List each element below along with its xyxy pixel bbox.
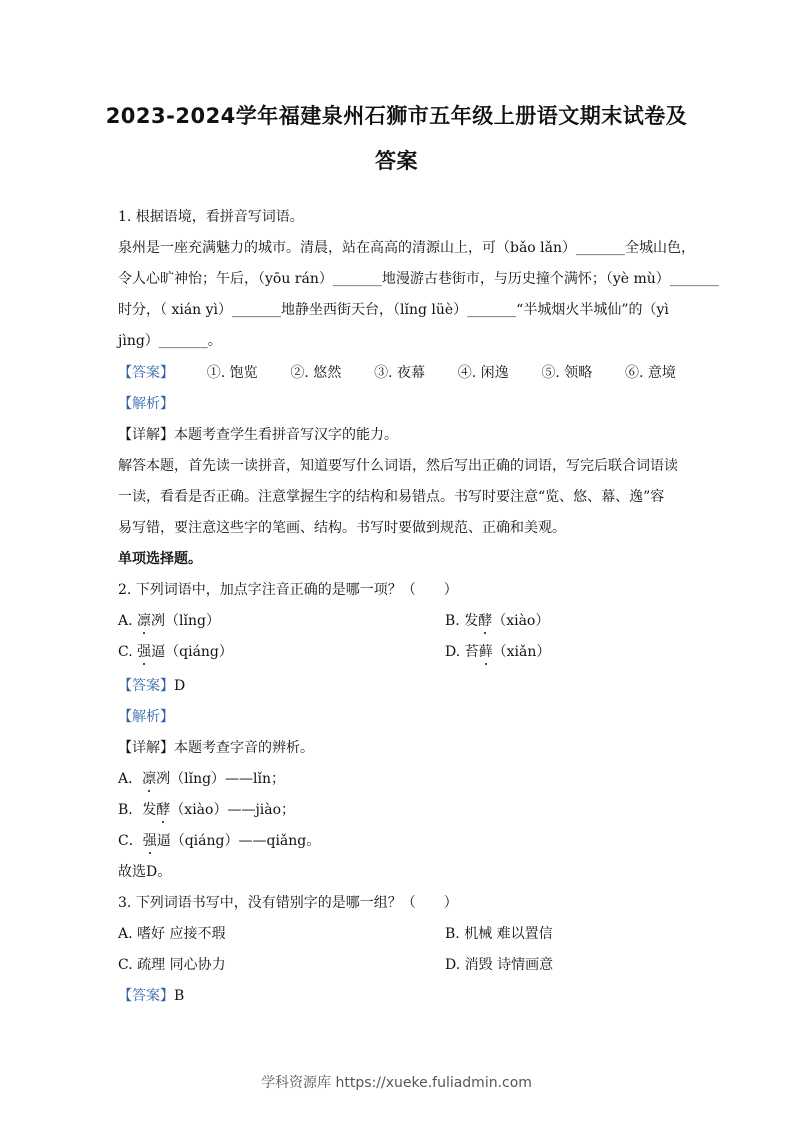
q1-answer-6: ⑥. 意境	[625, 365, 676, 381]
q3-option-a: A. 嗜好 应接不瑕	[118, 926, 226, 942]
q1-analysis-label: 【解析】	[118, 396, 174, 412]
emphasis-dot-char: 凛	[137, 613, 152, 629]
page-footer-watermark: 学科资源库 https://xueke.fuliadmin.com	[261, 1075, 532, 1091]
detail-label: 【详解】	[118, 427, 174, 443]
emphasis-dot-char: 酵	[478, 613, 493, 629]
document-title-line-1: 2023-2024学年福建泉州石狮市五年级上册语文期末试卷及	[105, 104, 688, 128]
q1-passage-line-1: 泉州是一座充满魅力的城市。清晨，站在高高的清源山上，可（bǎo lǎn）_______全城山色，	[118, 240, 696, 256]
detail-label: 【详解】	[118, 740, 174, 756]
q1-passage-line-2: 令人心旷神怡；午后，（yōu rán）_______地漫游古巷街市，与历史撞个满怀；（yè mù）_______	[118, 271, 719, 287]
q2-option-c: C. 强逼（qiáng）	[118, 644, 233, 660]
q3-answer-value: B	[174, 988, 185, 1004]
emphasis-dot-char: 酵	[156, 802, 171, 818]
answer-label: 【答案】	[118, 678, 174, 694]
q2-stem: 2. 下列词语中，加点字注音正确的是哪一项？（ ）	[118, 582, 458, 598]
q1-answer-3: ③. 夜幕	[374, 365, 425, 381]
q1-stem: 1. 根据语境，看拼音写词语。	[118, 209, 304, 225]
q2-answer	[118, 676, 676, 696]
q2-conclusion: 故选D。	[118, 864, 172, 880]
q1-answer-5: ⑤. 领略	[541, 365, 593, 381]
q2-explain-c: C．强逼（qiáng）——qiǎng。	[118, 833, 321, 849]
emphasis-dot-char: 强	[137, 644, 152, 660]
answer-label: 【答案】	[118, 365, 174, 381]
q2-option-a: A. 凛冽（lǐng）	[118, 613, 220, 629]
emphasis-dot-char: 强	[142, 833, 157, 849]
q2-option-b: B. 发酵（xiào）	[445, 613, 550, 629]
q3-option-d: D. 消毁 诗情画意	[445, 957, 554, 973]
q2-detail-text: 本题考查字音的辨析。	[174, 740, 314, 756]
q1-explain-line-1: 解答本题，首先读一读拼音，知道要写什么词语，然后写出正确的词语，写完后联合词语读	[118, 458, 678, 474]
q1-explain-line-3: 易写错，要注意这些字的笔画、结构。书写时要做到规范、正确和美观。	[118, 520, 566, 536]
q2-explain-a: A．凛冽（lǐng）——lǐn；	[118, 771, 286, 787]
q1-answer-4: ④. 闲逸	[457, 365, 509, 381]
q1-detail	[118, 425, 676, 445]
q1-answer-2: ②. 悠然	[290, 365, 342, 381]
q2-explain-b: B．发酵（xiào）——jiào；	[118, 802, 296, 818]
q1-explain-line-2: 一读，看看是否正确。注意掌握生字的结构和易错点。书写时要注意“览、悠、幕、逸”容	[118, 489, 665, 505]
section-heading: 单项选择题。	[118, 551, 202, 567]
q1-answer-1: ①. 饱览	[206, 365, 258, 381]
emphasis-dot-char: 凛	[142, 771, 157, 787]
q3-option-b: B. 机械 难以置信	[445, 926, 553, 942]
q1-passage-line-3: 时分，（ xián yì）_______地静坐西街天台，（lǐng lüè）_______“半城烟火半城仙”的（yì	[118, 302, 669, 318]
q2-analysis-label: 【解析】	[118, 709, 174, 725]
q2-detail	[118, 738, 676, 758]
answer-label: 【答案】	[118, 988, 174, 1004]
emphasis-dot-char: 藓	[478, 644, 493, 660]
q1-passage-line-4: jìng）_______。	[118, 333, 222, 349]
q3-stem: 3. 下列词语书写中，没有错别字的是哪一组？（ ）	[118, 895, 458, 911]
q1-detail-text: 本题考查学生看拼音写汉字的能力。	[174, 427, 398, 443]
q2-answer-value: D	[174, 678, 186, 694]
document-title-line-2: 答案	[375, 149, 418, 173]
q3-answer	[118, 986, 676, 1006]
q2-option-d: D. 苔藓（xiǎn）	[445, 644, 551, 660]
q3-option-c: C. 疏理 同心协力	[118, 957, 226, 973]
q1-answer-row	[118, 363, 676, 383]
